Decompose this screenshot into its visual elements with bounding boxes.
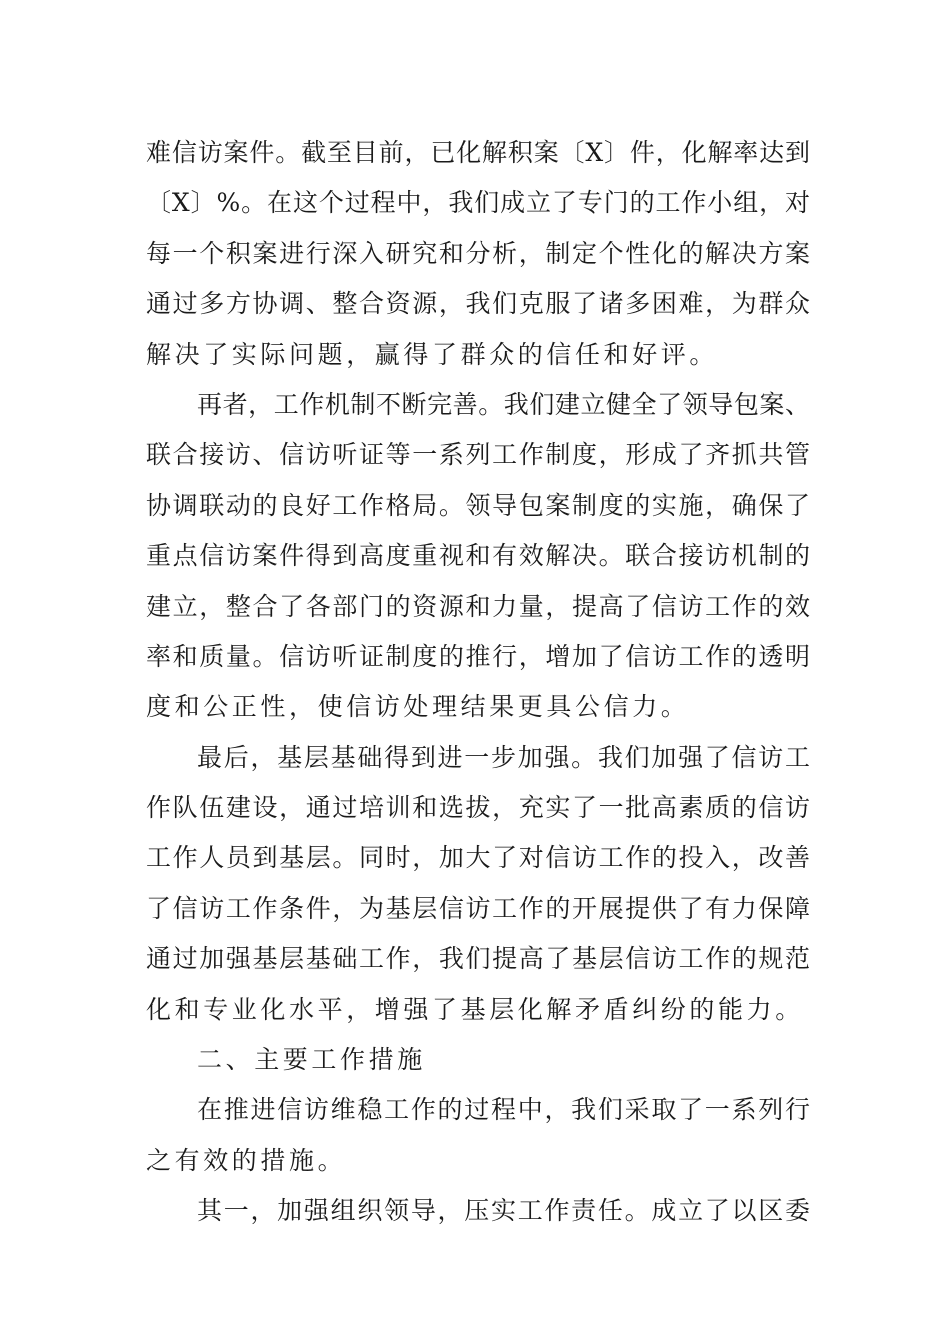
text-line: 联合接访、信访听证等一系列工作制度，形成了齐抓共管: [146, 440, 810, 470]
text-line: 度和公正性，使信访处理结果更具公信力。: [146, 692, 690, 722]
text-line: 之有效的措施。: [146, 1145, 347, 1175]
text-line: 率和质量。信访听证制度的推行，增加了信访工作的透明: [146, 641, 810, 671]
document-body: [146, 128, 810, 1237]
text-line: 了信访工作条件，为基层信访工作的开展提供了有力保障: [146, 893, 810, 923]
text-line: 解决了实际问题，赢得了群众的信任和好评。: [146, 339, 719, 369]
text-line: 工作人员到基层。同时，加大了对信访工作的投入，改善: [146, 843, 810, 873]
text-line: 再者，工作机制不断完善。我们建立健全了领导包案、: [197, 389, 810, 419]
text-line: 重点信访案件得到高度重视和有效解决。联合接访机制的: [146, 541, 810, 571]
text-line: 难信访案件。截至目前，已化解积案〔X〕件，化解率达到: [146, 138, 810, 167]
text-line: 作队伍建设，通过培训和选拔，充实了一批高素质的信访: [146, 793, 810, 823]
text-line: 每一个积案进行深入研究和分析，制定个性化的解决方案: [146, 238, 810, 268]
text-line: 化和专业化水平，增强了基层化解矛盾纠纷的能力。: [146, 994, 804, 1024]
text-line: 建立，整合了各部门的资源和力量，提高了信访工作的效: [146, 591, 810, 621]
text-line: 协调联动的良好工作格局。领导包案制度的实施，确保了: [146, 490, 810, 520]
text-line: 最后，基层基础得到进一步加强。我们加强了信访工: [197, 742, 810, 772]
text-line: 其一，加强组织领导，压实工作责任。成立了以区委: [197, 1196, 810, 1226]
text-line: 〔X〕%。在这个过程中，我们成立了专门的工作小组，对: [146, 188, 810, 218]
section-heading: 二、主要工作措施: [197, 1045, 426, 1075]
text-line: 通过多方协调、整合资源，我们克服了诸多困难，为群众: [146, 289, 810, 319]
text-line: 在推进信访维稳工作的过程中，我们采取了一系列行: [197, 1095, 810, 1125]
text-line: 通过加强基层基础工作，我们提高了基层信访工作的规范: [146, 944, 810, 974]
